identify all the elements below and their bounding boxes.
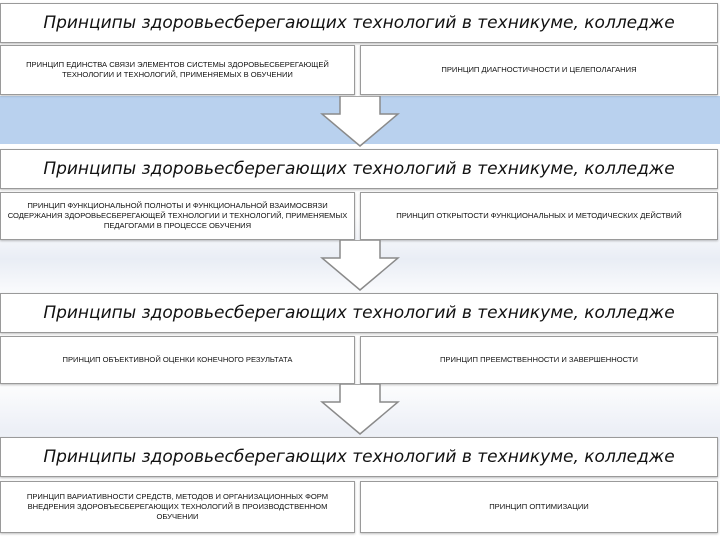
section-title-1: Принципы здоровьесберегающих технологий в техникуме, колледже (0, 3, 718, 43)
section-title-3: Принципы здоровьесберегающих технологий в техникуме, колледже (0, 293, 718, 333)
principle-right-4: ПРИНЦИП ОПТИМИЗАЦИИ (360, 481, 718, 533)
down-arrow-1 (320, 96, 400, 148)
principle-right-1: ПРИНЦИП ДИАГНОСТИЧНОСТИ И ЦЕЛЕПОЛАГАНИЯ (360, 45, 718, 95)
section-title-4: Принципы здоровьесберегающих технологий в техникуме, колледже (0, 437, 718, 477)
down-arrow-3 (320, 384, 400, 436)
principle-left-3: ПРИНЦИП ОБЪЕКТИВНОЙ ОЦЕНКИ КОНЕЧНОГО РЕЗУЛЬТАТА (0, 336, 355, 384)
principle-right-3: ПРИНЦИП ПРЕЕМСТВЕННОСТИ И ЗАВЕРШЕННОСТИ (360, 336, 718, 384)
principle-left-4: ПРИНЦИП ВАРИАТИВНОСТИ СРЕДСТВ, МЕТОДОВ И ОРГАНИЗАЦИОННЫХ ФОРМ ВНЕДРЕНИЯ ЗДОРОВЪЕСБЕРЕГАЮЩИХ ТЕХНОЛОГИЙ В ПРОИЗВОДСТВЕННОМ ОБУЧЕНИИ (0, 481, 355, 533)
section-title-2: Принципы здоровьесберегающих технологий в техникуме, колледже (0, 149, 718, 189)
down-arrow-2 (320, 240, 400, 292)
principle-right-2: ПРИНЦИП ОТКРЫТОСТИ ФУНКЦИОНАЛЬНЫХ И МЕТОДИЧЕСКИХ ДЕЙСТВИЙ (360, 192, 718, 240)
principle-left-1: ПРИНЦИП ЕДИНСТВА СВЯЗИ ЭЛЕМЕНТОВ СИСТЕМЫ ЗДОРОВЬЕСБЕРЕГАЮЩЕЙ ТЕХНОЛОГИИ И ТЕХНОЛОГИЙ, ПРИМЕНЯЕМЫХ В ОБУЧЕНИИ (0, 45, 355, 95)
principle-left-2: ПРИНЦИП ФУНКЦИОНАЛЬНОЙ ПОЛНОТЫ И ФУНКЦИОНАЛЬНОЙ ВЗАИМОСВЯЗИ СОДЕРЖАНИЯ ЗДОРОВЬЕСБЕРЕГАЮЩЕЙ ТЕХНОЛОГИИ И ТЕХНОЛОГИЙ, ПРИМЕНЯЕМЫХ ПЕДАГОГАМИ В ПРОЦЕССЕ ОБУЧЕНИЯ (0, 192, 355, 240)
